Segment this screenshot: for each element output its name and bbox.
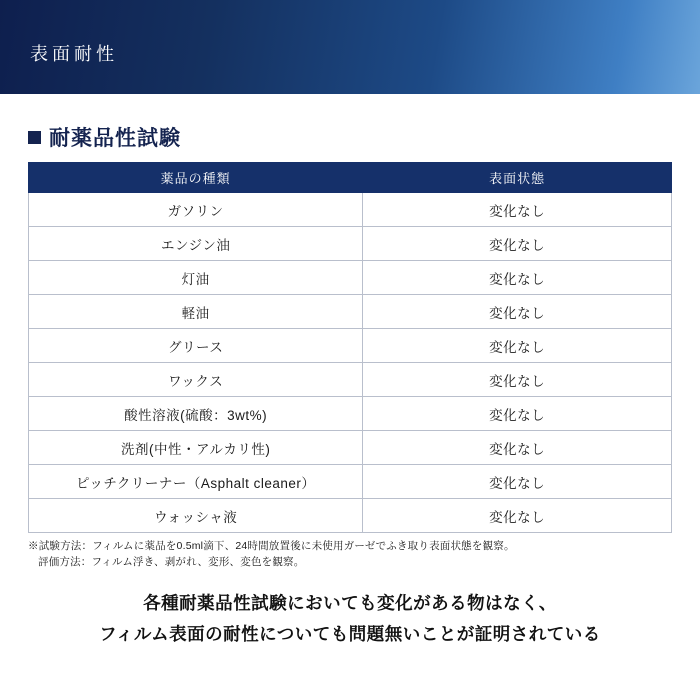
cell-surface: 変化なし (363, 295, 672, 329)
table-row (29, 431, 672, 465)
cell-chemical: ピッチクリーナー（Asphalt cleaner） (29, 465, 363, 499)
cell-surface: 変化なし (363, 431, 672, 465)
cell-chemical: 洗剤(中性・アルカリ性) (29, 431, 363, 465)
cell-surface: 変化なし (363, 363, 672, 397)
table-header-row (29, 163, 672, 193)
cell-surface: 変化なし (363, 499, 672, 533)
cell-chemical: ウォッシャ液 (29, 499, 363, 533)
cell-chemical: ワックス (29, 363, 363, 397)
chemical-resistance-table (28, 162, 672, 533)
cell-surface: 変化なし (363, 227, 672, 261)
table-row (29, 227, 672, 261)
table-row (29, 499, 672, 533)
cell-chemical: ガソリン (29, 193, 363, 227)
header-band (0, 0, 700, 94)
cell-chemical: 灯油 (29, 261, 363, 295)
table-row (29, 329, 672, 363)
cell-surface: 変化なし (363, 261, 672, 295)
section-heading (28, 122, 181, 152)
table-row (29, 363, 672, 397)
cell-chemical: 軽油 (29, 295, 363, 329)
cell-surface: 変化なし (363, 193, 672, 227)
conclusion-line-2: フィルム表面の耐性についても問題無いことが証明されている (99, 623, 601, 644)
column-header-surface: 表面状態 (363, 163, 672, 193)
table-row (29, 261, 672, 295)
conclusion-line-1: 各種耐薬品性試験においても変化がある物はなく、 (143, 593, 557, 613)
footnotes (28, 538, 515, 571)
square-bullet-icon (28, 131, 41, 144)
cell-chemical: エンジン油 (29, 227, 363, 261)
cell-surface: 変化なし (363, 465, 672, 499)
footnote-test-method: ※試験方法：フィルムに薬品を0.5ml滴下、24時間放置後に未使用ガーゼでふき取り表面状態を観察。 (28, 540, 515, 552)
page-title: 表面耐性 (30, 44, 118, 64)
section-title-text: 耐薬品性試験 (49, 127, 181, 150)
cell-chemical: グリース (29, 329, 363, 363)
cell-surface: 変化なし (363, 329, 672, 363)
table-row (29, 397, 672, 431)
footnote-evaluation-method: 評価方法：フィルム浮き、剥がれ、変形、変色を観察。 (38, 556, 305, 569)
cell-surface: 変化なし (363, 397, 672, 431)
table-row (29, 193, 672, 227)
table-row (29, 465, 672, 499)
column-header-chemical: 薬品の種類 (29, 163, 363, 193)
conclusion-text (0, 588, 700, 649)
cell-chemical: 酸性溶液(硫酸：3wt%) (29, 397, 363, 431)
table-row (29, 295, 672, 329)
